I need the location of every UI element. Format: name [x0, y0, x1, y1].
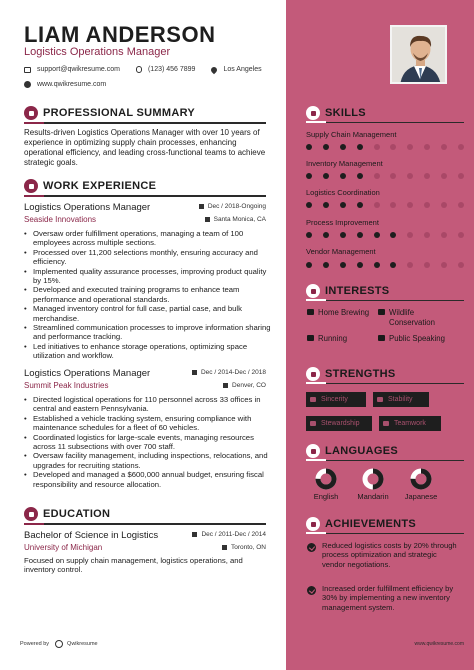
- languages-title: LANGUAGES: [325, 445, 398, 457]
- degree: Bachelor of Science in Logistics: [24, 530, 159, 541]
- section-divider: [24, 523, 266, 525]
- candidate-name: LIAM ANDERSON: [24, 22, 216, 47]
- rating-dot: [306, 173, 312, 179]
- experience-title: WORK EXPERIENCE: [43, 180, 157, 192]
- skill-name: Supply Chain Management: [306, 130, 397, 139]
- rating-dot: [441, 173, 447, 179]
- mail-icon: [24, 67, 31, 73]
- interests-title: INTERESTS: [325, 285, 390, 297]
- rating-dot: [441, 202, 447, 208]
- skill-rating: [306, 262, 464, 268]
- location-text: Los Angeles: [223, 66, 262, 73]
- strength-tag: Sincerity: [306, 392, 366, 407]
- job-bullets: [24, 229, 272, 361]
- rating-dot: [407, 173, 413, 179]
- rating-dot: [374, 202, 380, 208]
- rating-dot: [458, 173, 464, 179]
- rating-dot: [323, 262, 329, 268]
- skill-rating: [306, 144, 464, 150]
- school: University of Michigan: [24, 543, 103, 552]
- rating-dot: [424, 202, 430, 208]
- achievement-item: Reduced logistics costs by 20% through process optimization and strategic vendor negotiations.: [322, 541, 458, 569]
- profile-photo: [390, 25, 447, 84]
- rating-dot: [458, 262, 464, 268]
- section-divider: [306, 122, 464, 123]
- job-company: Seaside Innovations: [24, 215, 97, 224]
- list-item: • Led initiatives to enhance storage operations, optimizing space utilization and workflow.: [24, 342, 272, 361]
- rating-dot: [390, 232, 396, 238]
- website-text: www.qwikresume.com: [37, 81, 107, 88]
- list-item: • Implemented quality assurance processes, improving product quality by 15%.: [24, 267, 272, 286]
- rating-dot: [407, 144, 413, 150]
- rating-dot: [323, 232, 329, 238]
- rating-dot: [340, 262, 346, 268]
- skill-name: Vendor Management: [306, 247, 376, 256]
- rating-dot: [357, 144, 363, 150]
- rating-dot: [306, 144, 312, 150]
- strengths-title: STRENGTHS: [325, 368, 396, 380]
- language-item: [399, 468, 443, 501]
- email-item[interactable]: [24, 66, 120, 73]
- section-divider: [306, 383, 464, 384]
- rating-dot: [458, 144, 464, 150]
- location-pin-icon: [222, 545, 227, 550]
- list-item: • Developed and executed training programs to enhance team performance and operational standards.: [24, 285, 272, 304]
- language-item: [304, 468, 348, 501]
- languages-heading: [306, 444, 464, 458]
- rating-dot: [441, 232, 447, 238]
- location-pin-icon: [223, 383, 228, 388]
- interest-icon: [378, 309, 385, 315]
- skill-name: Inventory Management: [306, 159, 383, 168]
- rating-dot: [357, 173, 363, 179]
- strength-icon: [383, 421, 389, 426]
- rating-dot: [390, 144, 396, 150]
- location-pin-icon: [205, 217, 210, 222]
- education-title: EDUCATION: [43, 508, 111, 520]
- calendar-icon: [199, 204, 204, 209]
- section-divider: [306, 460, 464, 461]
- experience-heading: [24, 179, 266, 193]
- rating-dot: [306, 202, 312, 208]
- phone-item[interactable]: [136, 66, 195, 73]
- graduation-cap-icon: [24, 507, 38, 521]
- candidate-role: Logistics Operations Manager: [24, 46, 171, 58]
- job-dates: Dec / 2018-Ongoing: [199, 203, 266, 210]
- rating-dot: [357, 262, 363, 268]
- skill-rating: [306, 202, 464, 208]
- list-item: • Developed and managed a $600,000 annual budget, ensuring fiscal responsibility and resource allocation.: [24, 470, 272, 489]
- job-title: Logistics Operations Manager: [24, 368, 151, 379]
- list-item: • Coordinated logistics for large-scale events, managing resources across 11 subsections with over 700 staff.: [24, 433, 272, 452]
- interest-icon: [307, 335, 314, 341]
- briefcase-icon: [24, 179, 38, 193]
- language-level-ring: [315, 468, 337, 490]
- list-item: • Managed inventory control for full case, partial case, and bulk merchandise.: [24, 304, 272, 323]
- language-icon: [306, 444, 320, 458]
- skill-name: Process Improvement: [306, 218, 379, 227]
- strength-icon: [377, 397, 383, 402]
- rating-dot: [306, 232, 312, 238]
- interest-item: Running: [318, 334, 378, 344]
- location-pin-icon: [210, 65, 218, 73]
- rating-dot: [424, 173, 430, 179]
- rating-dot: [340, 173, 346, 179]
- location-item: [211, 66, 261, 73]
- interest-item: Public Speaking: [389, 334, 449, 344]
- star-icon: [306, 367, 320, 381]
- rating-dot: [441, 144, 447, 150]
- strength-tag: Stewardship: [306, 416, 372, 431]
- education-description: Focused on supply chain management, logistics operations, and inventory control.: [24, 556, 243, 575]
- rating-dot: [407, 202, 413, 208]
- rating-dot: [357, 232, 363, 238]
- rating-dot: [323, 173, 329, 179]
- interest-icon: [378, 335, 385, 341]
- rating-dot: [441, 262, 447, 268]
- language-level-ring: [410, 468, 432, 490]
- website-row: [24, 81, 122, 88]
- list-item: • Processed over 11,200 selections monthly, ensuring accuracy and efficiency.: [24, 248, 272, 267]
- achievements-heading: [306, 517, 464, 531]
- rating-dot: [407, 262, 413, 268]
- lightbulb-icon: [306, 106, 320, 120]
- interests-heading: [306, 284, 464, 298]
- strength-tag: Stability: [373, 392, 429, 407]
- rating-dot: [390, 202, 396, 208]
- rating-dot: [424, 144, 430, 150]
- calendar-icon: [192, 370, 197, 375]
- person-icon: [24, 106, 38, 120]
- list-item: • Established a vehicle tracking system, ensuring compliance with maintenance schedules for a fleet of 60 vehicles.: [24, 414, 272, 433]
- job-dates: Dec / 2014-Dec / 2018: [192, 369, 266, 376]
- language-item: [351, 468, 395, 501]
- strength-icon: [310, 397, 316, 402]
- section-divider: [306, 300, 464, 301]
- rating-dot: [340, 202, 346, 208]
- list-item: • Oversaw order fulfillment operations, managing a team of 100 employees across multiple sections.: [24, 229, 272, 248]
- contact-row: [24, 66, 278, 73]
- language-name: Mandarin: [357, 492, 389, 501]
- checkmark-icon: [307, 586, 316, 595]
- job-title: Logistics Operations Manager: [24, 202, 151, 213]
- section-divider: [24, 195, 266, 197]
- list-item: • Streamlined communication processes to improve information sharing and performance tracking.: [24, 323, 272, 342]
- rating-dot: [340, 144, 346, 150]
- interest-item: Wildlife Conservation: [389, 308, 459, 327]
- skill-name: Logistics Coordination: [306, 188, 380, 197]
- education-dates: Dec / 2011-Dec / 2014: [192, 531, 266, 538]
- rating-dot: [407, 232, 413, 238]
- rating-dot: [306, 262, 312, 268]
- education-location: Toronto, ON: [222, 544, 266, 551]
- education-heading: [24, 507, 266, 521]
- section-divider: [306, 533, 464, 534]
- website-item[interactable]: [24, 81, 106, 88]
- rating-dot: [374, 232, 380, 238]
- phone-icon: [136, 66, 142, 73]
- interest-item: Home Brewing: [318, 308, 378, 318]
- achievement-item: Increased order fulfillment efficiency by 30% by implementing a new inventory management system.: [322, 584, 458, 612]
- job-location: Santa Monica, CA: [205, 216, 266, 223]
- rocket-icon: [306, 284, 320, 298]
- language-name: Japanese: [404, 492, 438, 501]
- summary-text: Results-driven Logistics Operations Manager with over 10 years of experience in optimizing supply chain processes, enhancing operational efficiency, and leading cross-functional teams to achieve strategic goals.: [24, 128, 266, 167]
- rating-dot: [323, 202, 329, 208]
- skills-title: SKILLS: [325, 107, 366, 119]
- brand-text[interactable]: Qwikresume: [67, 641, 98, 647]
- rating-dot: [458, 202, 464, 208]
- rating-dot: [374, 262, 380, 268]
- rating-dot: [390, 262, 396, 268]
- section-divider: [24, 122, 266, 124]
- job-location: Denver, CO: [223, 382, 266, 389]
- rating-dot: [424, 262, 430, 268]
- achievements-title: ACHIEVEMENTS: [325, 518, 416, 530]
- interest-icon: [307, 309, 314, 315]
- strengths-heading: [306, 367, 464, 381]
- list-item: • Directed logistical operations for 110 personnel across 33 offices in central and eastern Pennsylvania.: [24, 395, 272, 414]
- checkmark-icon: [307, 543, 316, 552]
- sidebar: [286, 0, 474, 670]
- rating-dot: [374, 173, 380, 179]
- skill-rating: [306, 173, 464, 179]
- footer-website[interactable]: www.qwikresume.com: [414, 641, 464, 647]
- calendar-icon: [192, 532, 197, 537]
- email-text: support@qwikresume.com: [37, 66, 120, 73]
- globe-icon: [24, 81, 31, 88]
- rating-dot: [390, 173, 396, 179]
- rating-dot: [458, 232, 464, 238]
- job-company: Summit Peak Industries: [24, 381, 109, 390]
- list-item: • Oversaw facility management, including inspections, relocations, and upgrades for recruiting stations.: [24, 451, 272, 470]
- avatar-illustration: [392, 27, 447, 84]
- footer-powered: [20, 640, 98, 648]
- job-bullets: [24, 395, 272, 489]
- rating-dot: [374, 144, 380, 150]
- rating-dot: [340, 232, 346, 238]
- summary-title: PROFESSIONAL SUMMARY: [43, 107, 196, 119]
- strength-icon: [310, 421, 316, 426]
- language-level-ring: [362, 468, 384, 490]
- language-name: English: [313, 492, 339, 501]
- rating-dot: [424, 232, 430, 238]
- summary-heading: [24, 106, 266, 120]
- skill-rating: [306, 232, 464, 238]
- skills-heading: [306, 106, 464, 120]
- qwikresume-logo-icon: [55, 640, 63, 648]
- phone-text: (123) 456 7899: [147, 66, 196, 73]
- trophy-icon: [306, 517, 320, 531]
- powered-by-text: Powered by: [20, 641, 50, 647]
- strength-tag: Teamwork: [379, 416, 441, 431]
- rating-dot: [357, 202, 363, 208]
- rating-dot: [323, 144, 329, 150]
